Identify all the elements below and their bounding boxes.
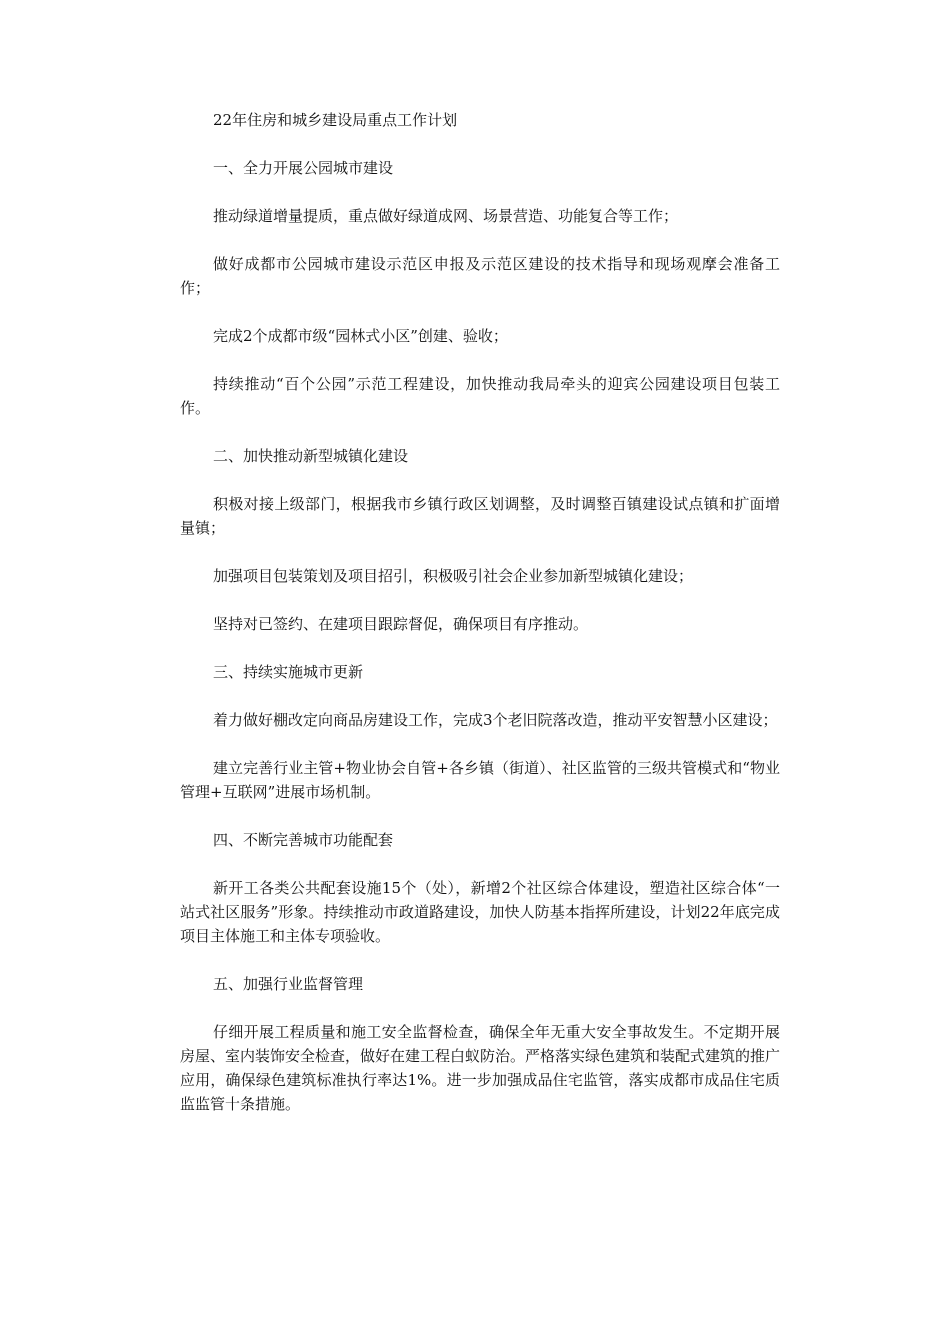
section-heading-3: 三、持续实施城市更新 <box>213 663 364 681</box>
section-heading-2: 二、加快推动新型城镇化建设 <box>213 447 409 465</box>
section-heading-4: 四、不断完善城市功能配套 <box>213 831 394 849</box>
section-heading-1: 一、全力开展公园城市建设 <box>213 159 394 177</box>
document-title: 22年住房和城乡建设局重点工作计划 <box>213 111 458 129</box>
body-paragraph: 做好成都市公园城市建设示范区申报及示范区建设的技术指导和现场观摩会准备工作； <box>180 255 780 297</box>
body-paragraph: 建立完善行业主管+物业协会自管+各乡镇（街道）、社区监管的三级共管模式和“物业管理+互联网”进展市场机制。 <box>180 759 780 801</box>
body-paragraph: 完成2个成都市级“园林式小区”创建、验收； <box>213 327 508 345</box>
body-paragraph: 推动绿道增量提质，重点做好绿道成网、场景营造、功能复合等工作； <box>213 207 679 225</box>
body-paragraph: 加强项目包装策划及项目招引，积极吸引社会企业参加新型城镇化建设； <box>213 567 694 585</box>
document-page <box>180 108 780 1140</box>
body-paragraph: 新开工各类公共配套设施15个（处），新增2个社区综合体建设，塑造社区综合体“一站式社区服务”形象。持续推动市政道路建设，加快人防基本指挥所建设，计划22年底完成项目主体施工和主体专项验收。 <box>180 879 780 945</box>
body-paragraph: 持续推动“百个公园”示范工程建设，加快推动我局牵头的迎宾公园建设项目包装工作。 <box>180 375 780 417</box>
body-paragraph: 积极对接上级部门，根据我市乡镇行政区划调整，及时调整百镇建设试点镇和扩面增量镇； <box>180 495 780 537</box>
body-paragraph: 着力做好棚改定向商品房建设工作，完成3个老旧院落改造，推动平安智慧小区建设； <box>213 711 778 729</box>
body-paragraph: 坚持对已签约、在建项目跟踪督促，确保项目有序推动。 <box>213 615 589 633</box>
body-paragraph: 仔细开展工程质量和施工安全监督检查，确保全年无重大安全事故发生。不定期开展房屋、室内装饰安全检查，做好在建工程白蚁防治。严格落实绿色建筑和装配式建筑的推广应用，确保绿色建筑标准执行率达1%。进一步加强成品住宅监管，落实成都市成品住宅质监监管十条措施。 <box>180 1023 781 1113</box>
section-heading-5: 五、加强行业监督管理 <box>213 975 364 993</box>
